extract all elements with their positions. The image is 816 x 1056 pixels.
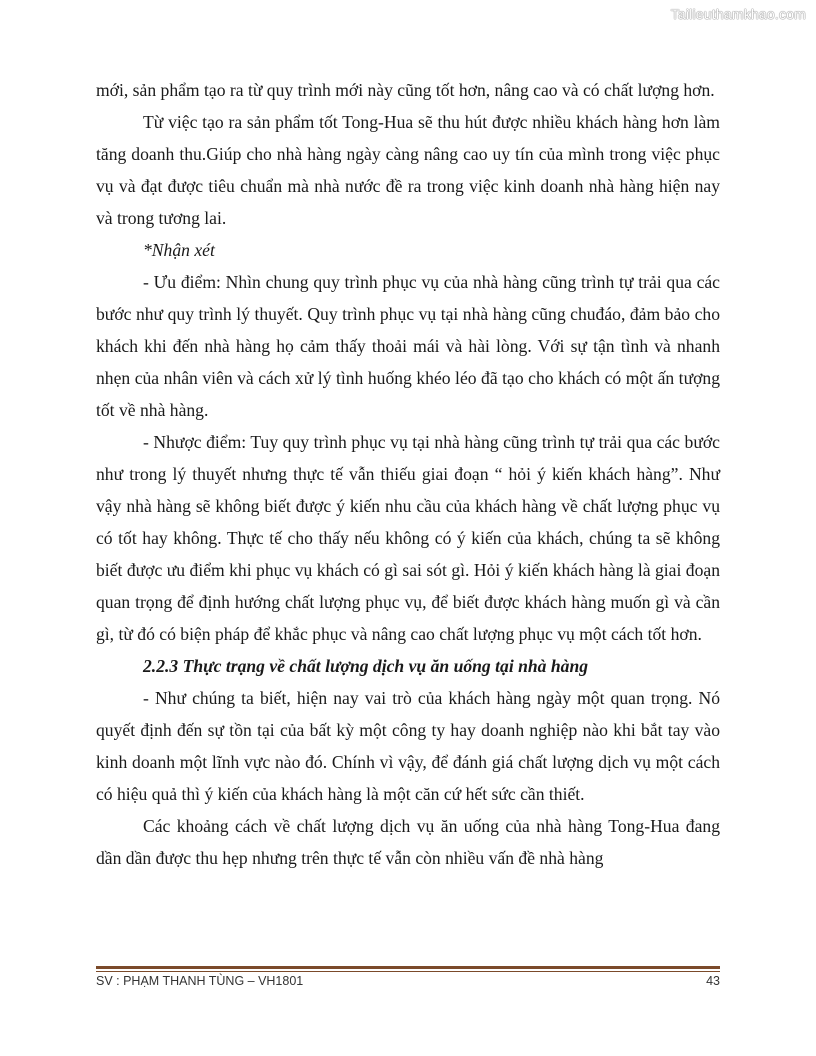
document-body: [96, 74, 720, 874]
paragraph-advantages: - Ưu điểm: Nhìn chung quy trình phục vụ của nhà hàng cũng trình tự trải qua các bước như quy trình lý thuyết. Quy trình phục vụ tại nhà hàng cũng chuđáo, đảm bảo cho khách khi đến nhà hàng họ cảm thấy thoải mái và hài lòng. Với sự tận tình và nhanh nhẹn của nhân viên và cách xử lý tình huống khéo léo đã tạo cho khách có một ấn tượng tốt về nhà hàng.: [96, 272, 720, 420]
paragraph-1: mới, sản phẩm tạo ra từ quy trình mới này cũng tốt hơn, nâng cao và có chất lượng hơn.: [96, 80, 715, 100]
remark-heading: *Nhận xét: [143, 240, 215, 260]
watermark: Tailieuthamkhao.com: [670, 6, 806, 22]
paragraph-quality-gap: Các khoảng cách về chất lượng dịch vụ ăn uống của nhà hàng Tong-Hua đang dần dần được thu hẹp nhưng trên thực tế vẫn còn nhiều vấn đề nhà hàng: [96, 816, 720, 868]
page-number: 43: [706, 974, 720, 988]
footer-divider-thin: [96, 971, 720, 972]
footer-author: SV : PHẠM THANH TÙNG – VH1801: [96, 974, 304, 988]
section-heading: 2.2.3 Thực trạng về chất lượng dịch vụ ăn uống tại nhà hàng: [143, 656, 589, 676]
paragraph-disadvantages: - Nhược điểm: Tuy quy trình phục vụ tại nhà hàng cũng trình tự trải qua các bước như trong lý thuyết nhưng thực tế vẫn thiếu giai đoạn “ hỏi ý kiến khách hàng”. Như vậy nhà hàng sẽ không biết được ý kiến nhu cầu của khách hàng về chất lượng phục vụ có tốt hay không. Thực tế cho thấy nếu không có ý kiến của khách, chúng ta sẽ không biết được ưu điểm khi phục vụ khách có gì sai sót gì. Hỏi ý kiến khách hàng là giai đoạn quan trọng để định hướng chất lượng phục vụ, để biết được khách hàng muốn gì và cần gì, từ đó có biện pháp để khắc phục và nâng cao chất lượng phục vụ một cách tốt hơn.: [96, 432, 720, 644]
footer-divider-thick: [96, 966, 720, 969]
page-footer: [96, 974, 720, 988]
paragraph-2: Từ việc tạo ra sản phẩm tốt Tong-Hua sẽ thu hút được nhiều khách hàng hơn làm tăng doanh thu.Giúp cho nhà hàng ngày càng nâng cao uy tín của mình trong việc phục vụ và đạt được tiêu chuẩn mà nhà nước đề ra trong việc kinh doanh nhà hàng hiện nay và trong tương lai.: [96, 112, 720, 228]
paragraph-customer-role: - Như chúng ta biết, hiện nay vai trò của khách hàng ngày một quan trọng. Nó quyết định đến sự tồn tại của bất kỳ một công ty hay doanh nghiệp nào khi bắt tay vào kinh doanh một lĩnh vực nào đó. Chính vì vậy, để đánh giá chất lượng dịch vụ một cách có hiệu quả thì ý kiến của khách hàng là một căn cứ hết sức cần thiết.: [96, 688, 720, 804]
